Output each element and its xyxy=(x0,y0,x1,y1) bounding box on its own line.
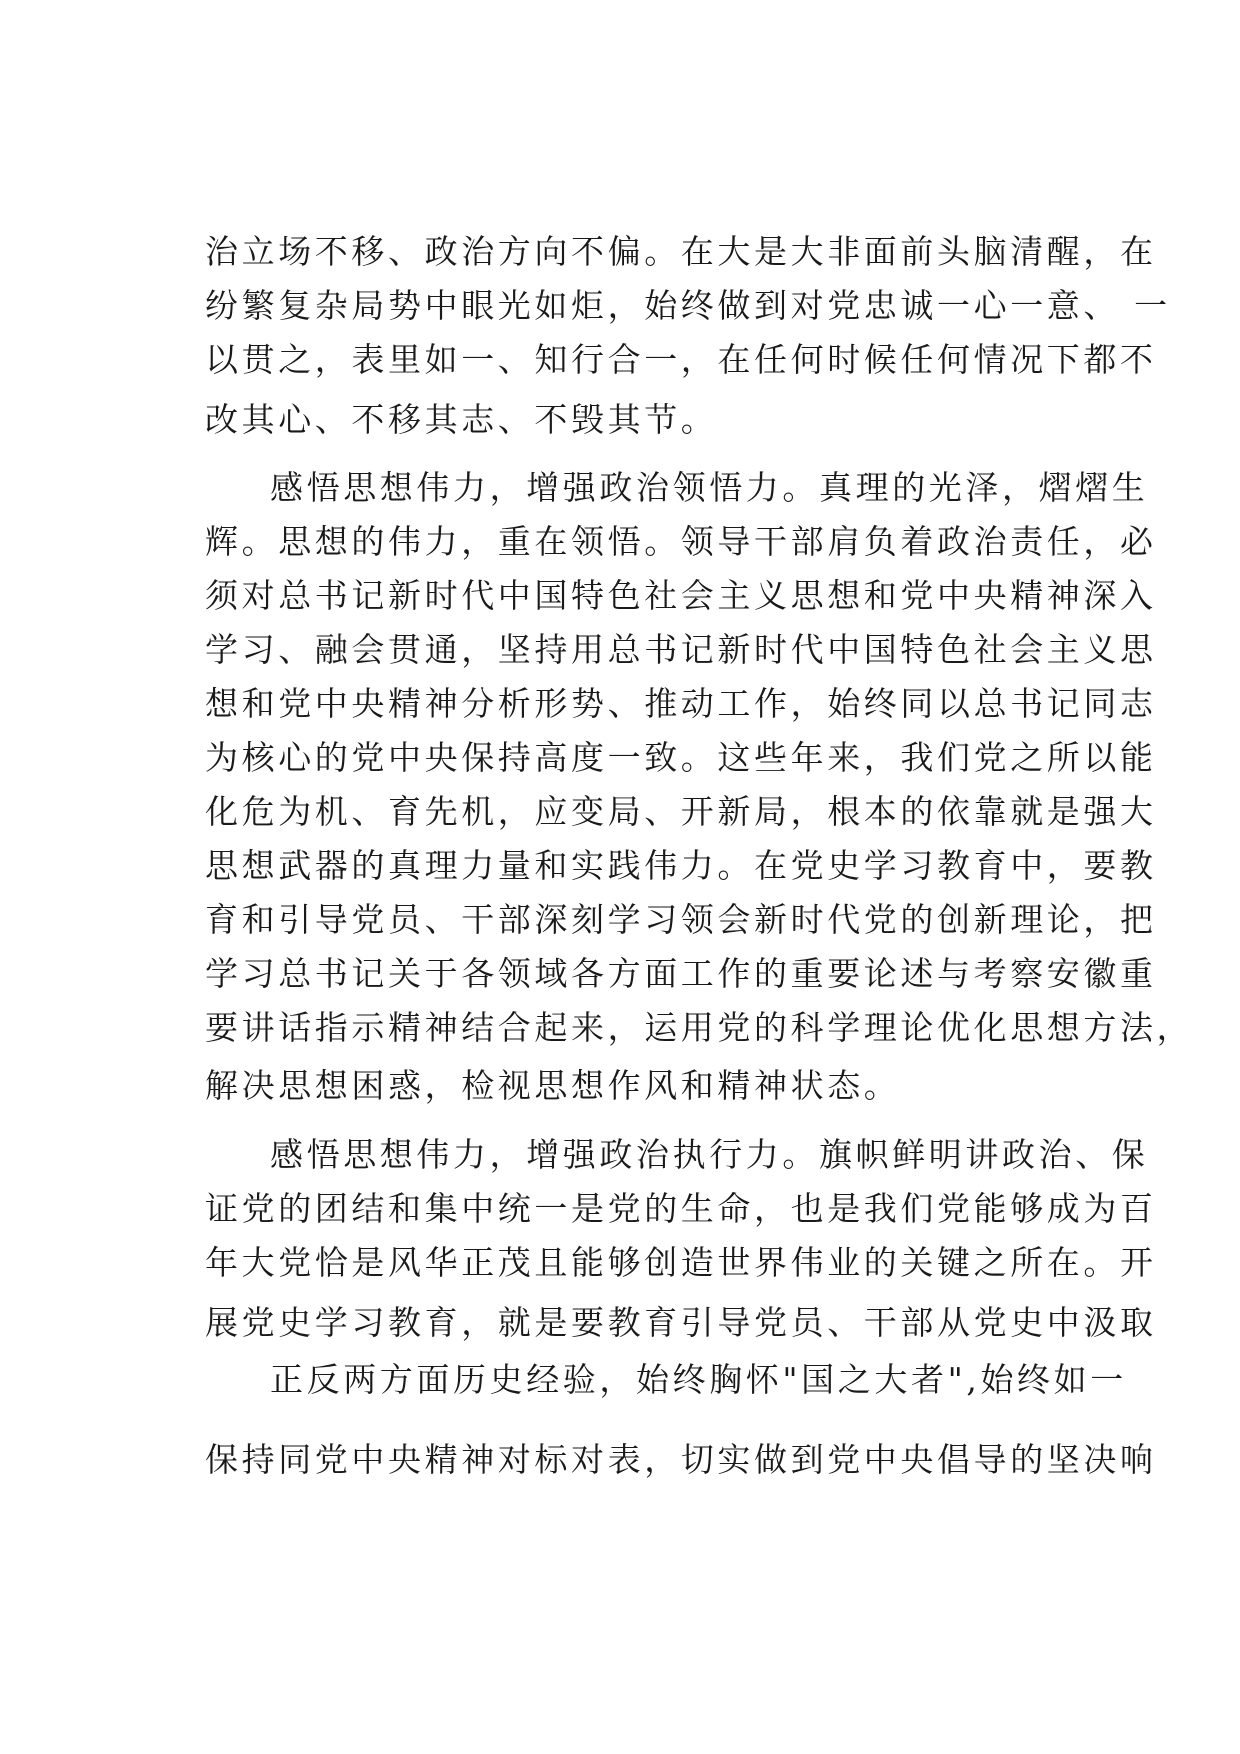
text-line: 化危为机、育先机，应变局、开新局，根本的依靠就是强大 xyxy=(205,792,1157,831)
text-line: 学习总书记关于各领域各方面工作的重要论述与考察安徽重 xyxy=(205,954,1157,993)
text-line: 想和党中央精神分析形势、推动工作，始终同以总书记同志 xyxy=(205,684,1157,723)
text-line: 解决思想困惑，检视思想作风和精神状态。 xyxy=(205,1066,901,1105)
text-line: 思想武器的真理力量和实践伟力。在党史学习教育中，要教 xyxy=(205,846,1157,885)
text-line: 保持同党中央精神对标对表，切实做到党中央倡导的坚决响 xyxy=(205,1440,1157,1479)
text-line: 证党的团结和集中统一是党的生命，也是我们党能够成为百 xyxy=(205,1189,1157,1228)
text-line: 须对总书记新时代中国特色社会主义思想和党中央精神深入 xyxy=(205,576,1157,615)
text-line: 育和引导党员、干部深刻学习领会新时代党的创新理论，把 xyxy=(205,900,1157,939)
text-line: 为核心的党中央保持高度一致。这些年来，我们党之所以能 xyxy=(205,738,1157,777)
text-line: 年大党恰是风华正茂且能够创造世界伟业的关键之所在。开 xyxy=(205,1243,1157,1282)
text-line: 纷繁复杂局势中眼光如炬，始终做到对党忠诚一心一意、 一 xyxy=(205,286,1171,325)
text-line: 辉。思想的伟力，重在领悟。领导干部肩负着政治责任，必 xyxy=(205,522,1157,561)
text-line: 学习、融会贯通，坚持用总书记新时代中国特色社会主义思 xyxy=(205,630,1157,669)
text-line: 以贯之，表里如一、知行合一，在任何时候任何情况下都不 xyxy=(205,340,1157,379)
paragraph-first-line: 感悟思想伟力，增强政治执行力。旗帜鲜明讲政治、保 xyxy=(270,1135,1149,1174)
text-line: 治立场不移、政治方向不偏。在大是大非面前头脑清醒，在 xyxy=(205,232,1157,271)
paragraph-first-line: 感悟思想伟力，增强政治领悟力。真理的光泽，熠熠生 xyxy=(270,468,1149,507)
text-line: 要讲话指示精神结合起来，运用党的科学理论优化思想方法， xyxy=(205,1008,1194,1047)
text-line: 展党史学习教育，就是要教育引导党员、干部从党史中汲取 xyxy=(205,1303,1157,1342)
text-line: 改其心、不移其志、不毁其节。 xyxy=(205,400,718,439)
text-line-indented: 正反两方面历史经验，始终胸怀"国之大者",始终如一 xyxy=(270,1360,1127,1399)
